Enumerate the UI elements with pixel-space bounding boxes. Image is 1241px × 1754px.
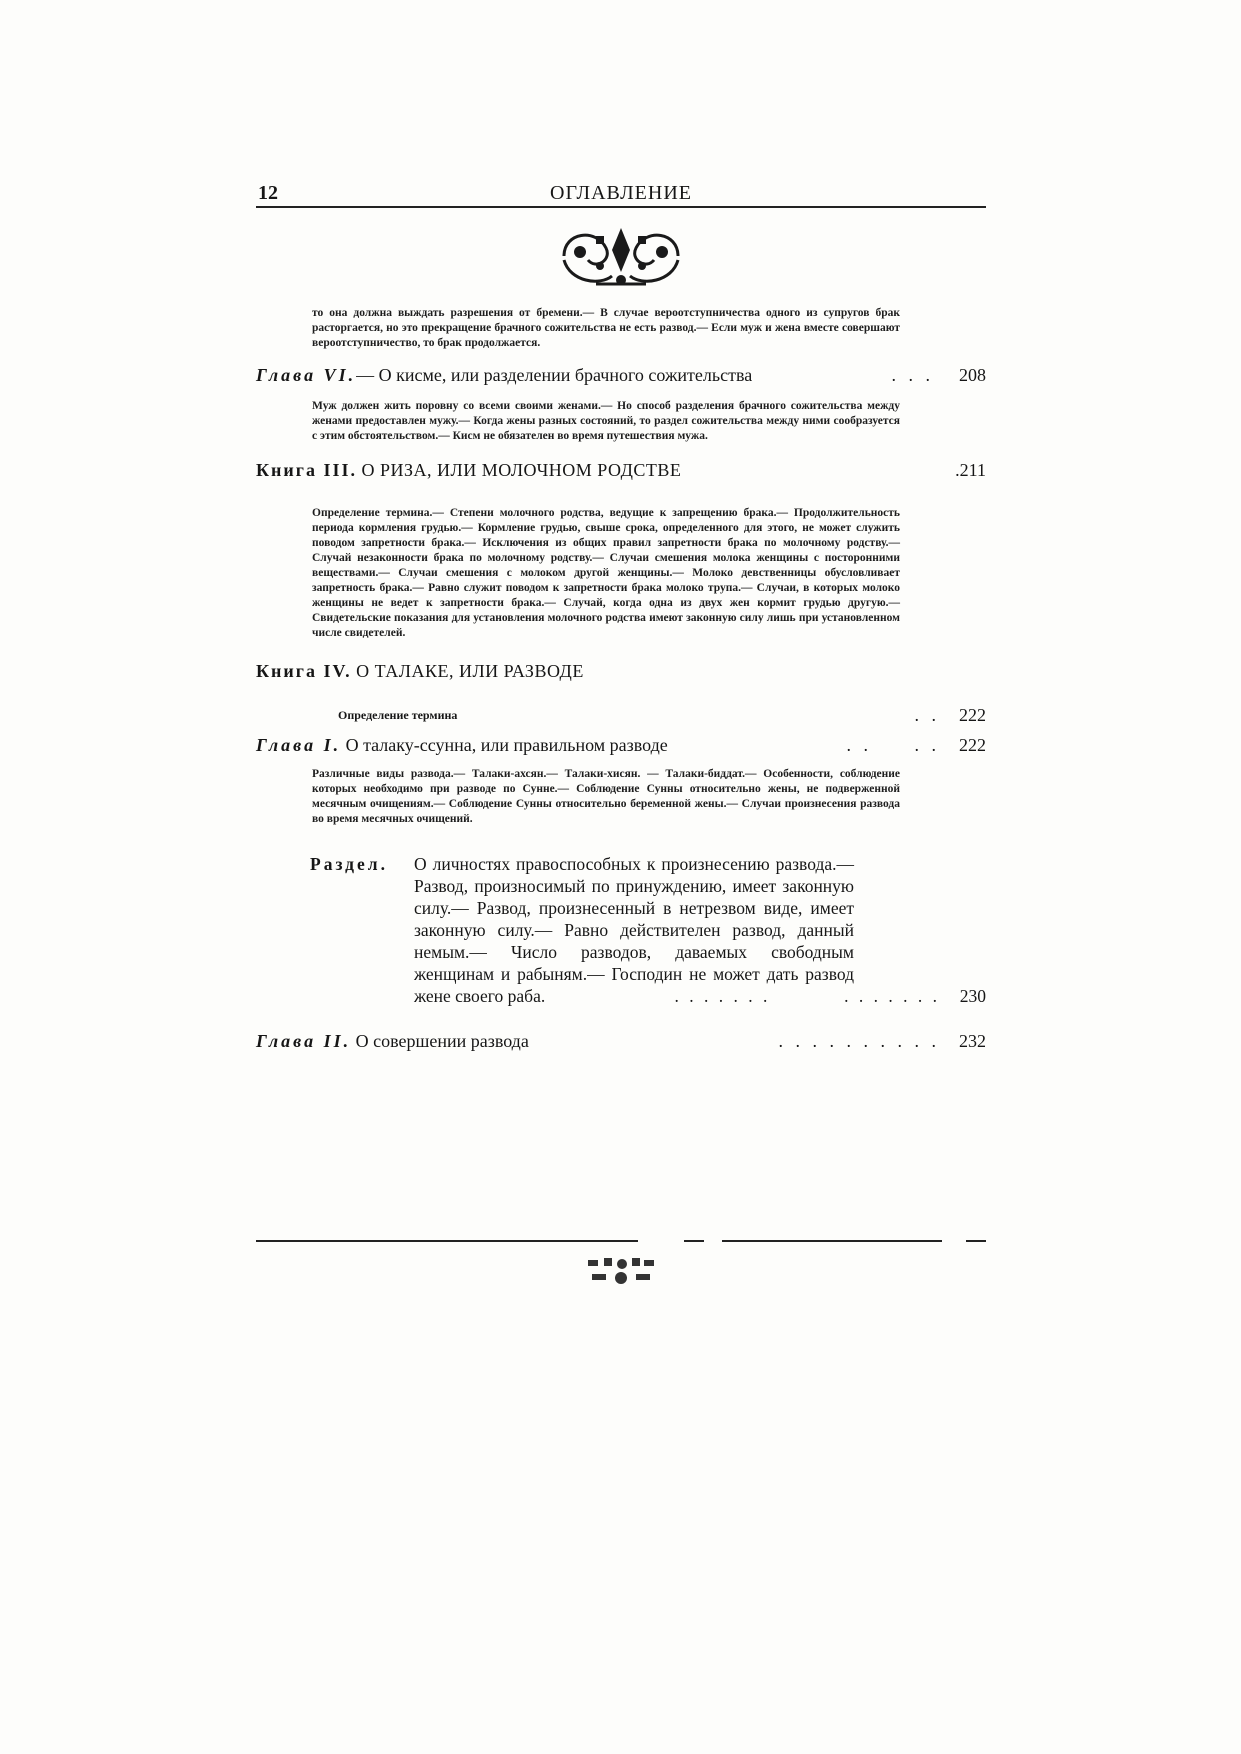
carryover-summary: то она должна выждать разрешения от бремени.— В случае вероотступничества одного из супругов брак расторгается, но это прекращение брачного сожительства не есть развод.— Если муж и жена вместе совершают вероотступничество, то брак продолжается. <box>312 307 900 349</box>
small-ornament-icon <box>582 1254 660 1290</box>
entry-lead: Раздел. <box>310 854 388 874</box>
chapter-6-summary: Муж должен жить поровну со всеми своими женами.— Но способ разделения брачного сожительства между женами предоставлен мужу.— Когда жены разных состояний, то раздел сожительства между ними сообразуется с этим обстоятельством.— Кисм не обязателен во время путешествия мужа. <box>312 400 900 442</box>
entry-lead: Глава VI. <box>256 365 357 385</box>
entry-title: Определение термина <box>338 708 458 722</box>
entry-title: О РИЗА, ИЛИ МОЛОЧНОМ РОДСТВЕ <box>361 460 682 480</box>
page-header <box>256 160 986 208</box>
entry-lead: Глава II. <box>256 1031 352 1051</box>
toc-entry-definition[interactable] <box>256 703 986 729</box>
entry-lead: Книга III. <box>256 460 357 480</box>
leader-dots: . . . . . . . . . . <box>778 1031 940 1051</box>
floral-ornament-icon <box>556 220 686 292</box>
entry-page: 208 <box>959 365 986 385</box>
section-body: О личностях правоспособных к произнесению развода.— Развод, произносимый по принуждению, имеет законную силу.— Развод, произнесенный в нетрезвом виде, имеет законную силу.— Равно действителен развод, данный немым.— Число разводов, даваемых свободным женщинам и рабыням.— Господин не может дать развод жене своего раба. <box>414 854 854 1006</box>
entry-title: О талаку-ссунна, или правильном разводе <box>345 735 668 755</box>
entry-title: О совершении развода <box>355 1031 529 1051</box>
chapter-1-summary: Различные виды развода.— Талаки-ахсян.— Талаки-хисян. — Талаки-биддат.— Особенности, соблюдение которых необходимо при разводе по Сунне.— Соблюдение Сунны относительно жены, не подверженной месячным очищениям.— Соблюдение Сунны относительно беременной жены.— Случаи произнесения развода во время месячных очищений. <box>312 768 900 825</box>
toc-entry-book-4[interactable] <box>256 659 986 685</box>
toc-page <box>256 160 986 1055</box>
entry-page: 230 <box>959 986 986 1006</box>
entry-title: — О кисме, или разделении брачного сожительства <box>356 365 753 385</box>
toc-entry-chapter-1[interactable] <box>256 733 986 759</box>
entry-page: 232 <box>959 1031 986 1051</box>
toc-entry-chapter-2[interactable] <box>256 1029 986 1055</box>
leader-dots: . . <box>914 705 940 725</box>
entry-page: 222 <box>959 735 986 755</box>
toc-entry-section[interactable] <box>256 853 986 1009</box>
leader-dots: . . . . . . . . . . . . . . <box>674 986 940 1006</box>
entry-title: О ТАЛАКЕ, ИЛИ РАЗВОДЕ <box>356 661 584 681</box>
entry-page: 222 <box>959 705 986 725</box>
page-number: 12 <box>258 182 278 204</box>
book-3-summary: Определение термина.— Степени молочного родства, ведущие к запрещению брака.— Продолжительность периода кормления грудью.— Кормление грудью, свыше срока, определенного для этого, не может служить поводом запретности брака.— Исключения из общих правил запретности брака по молочному родству.— Случай незаконности брака по молочному родству.— Случаи смешения молока женщины с посторонними веществами.— Случаи смешения с молоком другой женщины.— Молоко девственницы обусловливает запретность брака.— Равно служит поводом к запретности брака молоко трупа.— Случаи, в которых молоко женщины не ведет к запретности брака.— Случай, когда одна из двух жен кормит грудью другую.— Свидетельские показания для установления молочного родства имеют законную силу лишь при установленном числе свидетелей. <box>312 507 900 639</box>
leader-dots: . . . <box>891 365 934 385</box>
entry-lead: Книга IV. <box>256 661 352 681</box>
toc-entry-book-3[interactable] <box>256 458 986 484</box>
entry-lead: Глава I. <box>256 735 342 755</box>
entry-page: .211 <box>955 460 986 480</box>
leader-dots: . . . . <box>846 735 940 755</box>
toc-entry-chapter-6[interactable] <box>256 363 986 389</box>
footer-rule <box>256 1240 986 1242</box>
running-title: ОГЛАВЛЕНИЕ <box>550 182 692 204</box>
